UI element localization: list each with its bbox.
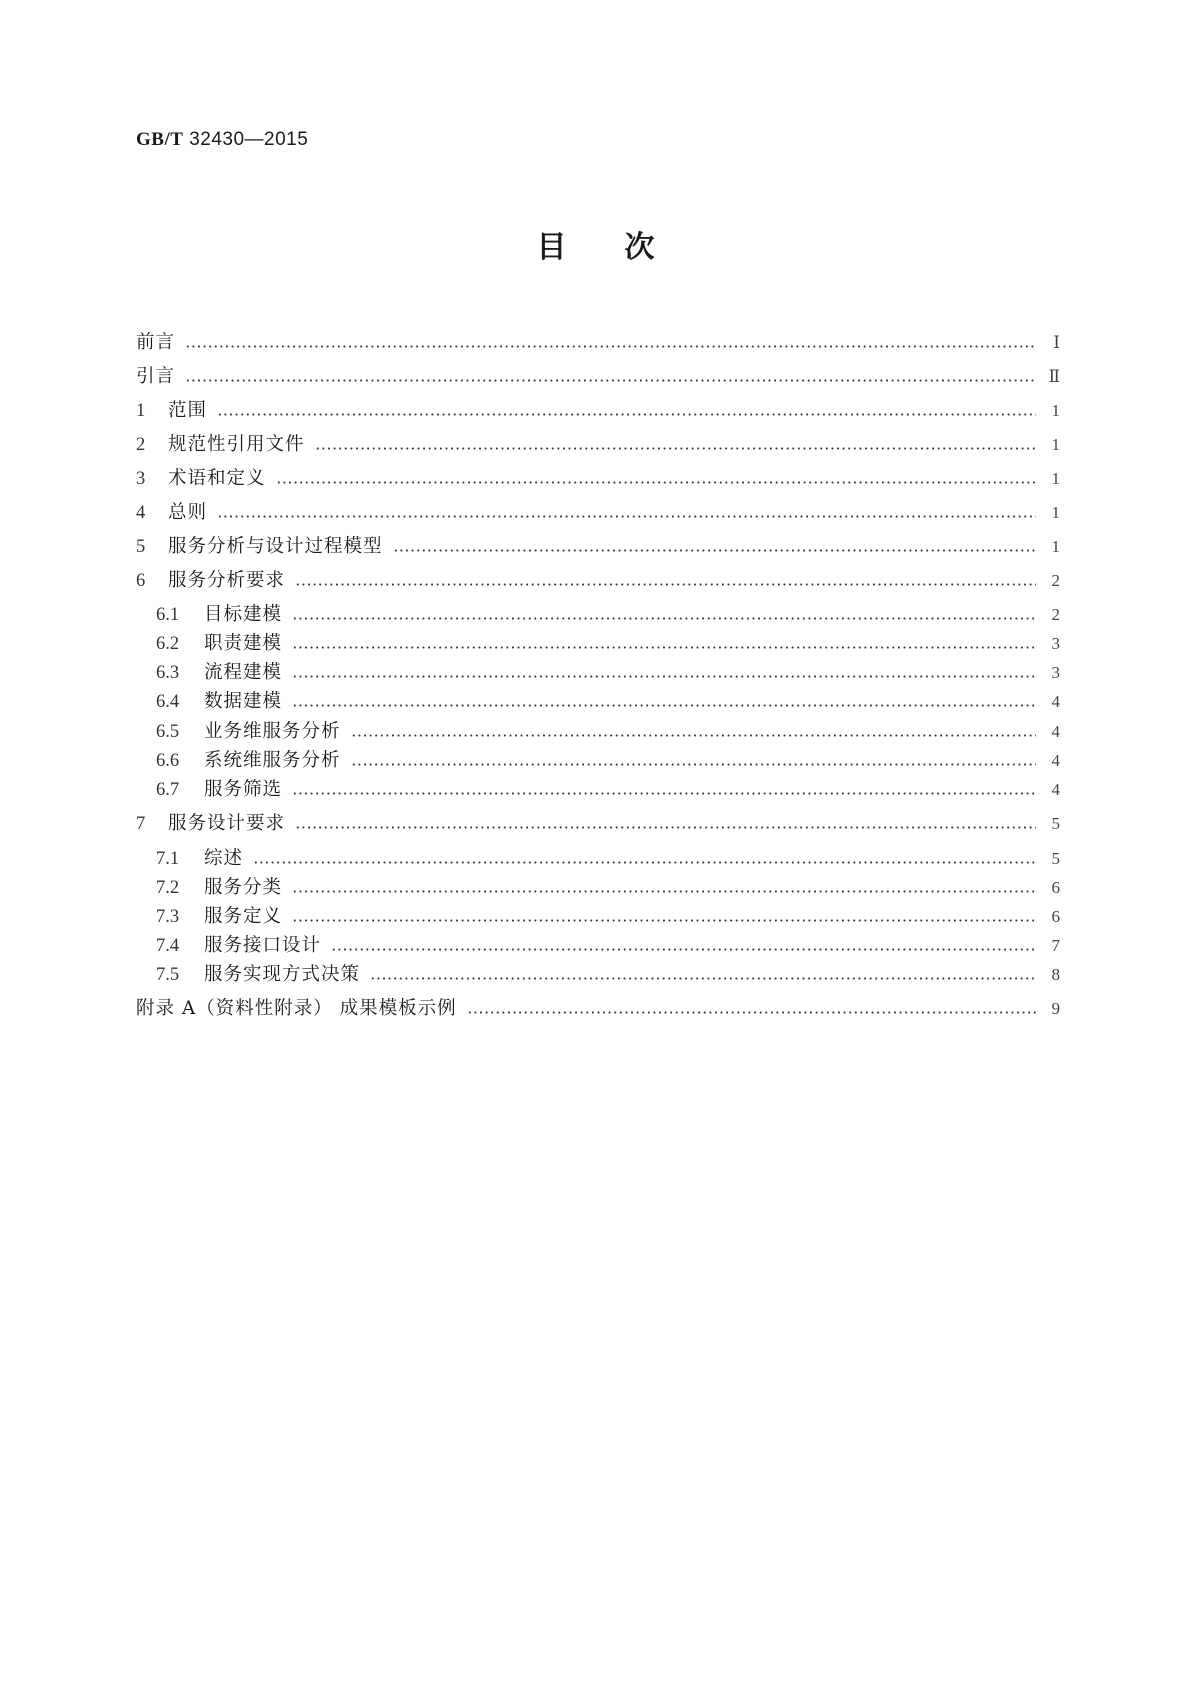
toc-entry-title: 总则	[168, 502, 208, 523]
toc-entry-page: 2	[1051, 571, 1060, 590]
toc-entry[interactable]	[156, 689, 1060, 715]
toc-entry-page: 1	[1051, 503, 1060, 522]
toc-entry-page: 5	[1051, 849, 1060, 868]
toc-entry-title: 服务设计要求	[168, 813, 286, 834]
toc-entry[interactable]	[156, 875, 1060, 901]
toc-entry-page: 2	[1051, 605, 1060, 624]
toc-entry-title: 引言	[136, 366, 176, 387]
toc-entry-title: 规范性引用文件	[168, 434, 305, 455]
toc-entry-number: 6.4	[156, 692, 180, 712]
toc-entry-page: 1	[1051, 401, 1060, 420]
toc-entry-title: 前言	[136, 332, 176, 353]
dot-leader	[292, 792, 1036, 795]
dot-leader	[295, 583, 1036, 586]
toc-entry-title: 附录 A（资料性附录） 成果模板示例	[136, 998, 457, 1019]
toc-entry[interactable]	[156, 602, 1060, 628]
toc-entry-title: 服务分析与设计过程模型	[168, 536, 383, 557]
toc-entry-page: 1	[1051, 469, 1060, 488]
toc-entry-title: 职责建模	[204, 633, 283, 654]
page-title: 目次	[536, 230, 713, 265]
toc-entry-title: 系统维服务分析	[204, 750, 341, 771]
toc-entry[interactable]	[156, 777, 1060, 803]
dot-leader	[253, 861, 1036, 864]
toc-entry[interactable]	[136, 534, 1060, 560]
toc-entry-number: 3	[136, 469, 146, 489]
toc-entry-number: 6.5	[156, 722, 180, 742]
toc-entry[interactable]	[156, 962, 1060, 988]
toc-entry-page: Ⅱ	[1048, 367, 1060, 386]
toc-entry-page: 1	[1051, 537, 1060, 556]
dot-leader	[292, 919, 1036, 922]
dot-leader	[331, 948, 1036, 951]
toc-entry-page: Ⅰ	[1053, 333, 1060, 352]
toc-entry-number: 7.1	[156, 849, 180, 869]
dot-leader	[292, 704, 1036, 707]
toc-entry-page: 8	[1051, 965, 1060, 984]
dot-leader	[292, 617, 1036, 620]
toc-entry[interactable]	[156, 631, 1060, 657]
toc-entry-page: 4	[1051, 722, 1060, 741]
toc-entry-number: 6	[136, 571, 146, 591]
toc-entry[interactable]	[156, 719, 1060, 745]
toc-entry[interactable]	[136, 330, 1060, 356]
toc-entry[interactable]	[136, 466, 1060, 492]
toc-entry-number: 7.3	[156, 907, 180, 927]
dot-leader	[217, 515, 1036, 518]
dot-leader	[185, 345, 1036, 348]
toc-entry-page: 5	[1051, 814, 1060, 833]
dot-leader	[276, 481, 1036, 484]
toc-entry[interactable]	[156, 660, 1060, 686]
dot-leader	[185, 379, 1034, 382]
toc-entry-page: 7	[1051, 936, 1060, 955]
toc-entry[interactable]	[136, 568, 1060, 594]
toc-entry-title: 服务定义	[204, 906, 283, 927]
toc-entry[interactable]	[136, 996, 1060, 1022]
toc-entry-number: 1	[136, 401, 146, 421]
toc-entry-number: 7.5	[156, 965, 180, 985]
dot-leader	[292, 646, 1036, 649]
dot-leader	[295, 826, 1036, 829]
toc-entry-number: 7	[136, 814, 146, 834]
toc-entry[interactable]	[136, 398, 1060, 424]
toc-entry-number: 6.1	[156, 605, 180, 625]
toc-entry-number: 4	[136, 503, 146, 523]
dot-leader	[217, 413, 1036, 416]
toc-entry-page: 1	[1051, 435, 1060, 454]
toc-entry[interactable]	[156, 846, 1060, 872]
toc-entry-number: 7.4	[156, 936, 180, 956]
toc-entry[interactable]	[136, 500, 1060, 526]
dot-leader	[292, 675, 1036, 678]
toc-entry-number: 6.6	[156, 751, 180, 771]
toc-entry-page: 4	[1051, 751, 1060, 770]
toc-entry-page: 3	[1051, 634, 1060, 653]
toc-entry-page: 4	[1051, 692, 1060, 711]
toc-entry-title: 服务实现方式决策	[204, 964, 361, 985]
standard-prefix: GB/T	[136, 129, 184, 150]
toc-entry[interactable]	[156, 904, 1060, 930]
toc-entry-page: 6	[1051, 907, 1060, 926]
toc-entry-title: 综述	[204, 848, 244, 869]
toc-entry-number: 6.2	[156, 634, 180, 654]
toc-entry-page: 4	[1051, 780, 1060, 799]
dot-leader	[351, 734, 1036, 737]
toc-entry-number: 6.7	[156, 780, 180, 800]
toc-entry-title: 流程建模	[204, 662, 283, 683]
dot-leader	[393, 549, 1036, 552]
toc-entry-page: 3	[1051, 663, 1060, 682]
toc-entry-number: 6.3	[156, 663, 180, 683]
toc-entry-title: 服务分析要求	[168, 570, 286, 591]
toc-entry[interactable]	[156, 933, 1060, 959]
toc-entry-title: 业务维服务分析	[204, 721, 341, 742]
toc-entry-number: 7.2	[156, 878, 180, 898]
dot-leader	[292, 890, 1036, 893]
toc-entry-title: 术语和定义	[168, 468, 266, 489]
dot-leader	[467, 1011, 1036, 1014]
toc-entry[interactable]	[136, 432, 1060, 458]
toc-entry[interactable]	[136, 364, 1060, 390]
standard-code: 32430—2015	[189, 129, 309, 150]
dot-leader	[370, 977, 1036, 980]
toc-entry-title: 服务接口设计	[204, 935, 322, 956]
toc-entry-title: 服务分类	[204, 877, 283, 898]
toc-entry-page: 9	[1051, 999, 1060, 1018]
toc-entry-number: 5	[136, 537, 146, 557]
toc-entry[interactable]	[156, 748, 1060, 774]
dot-leader	[315, 447, 1036, 450]
toc-entry[interactable]	[136, 811, 1060, 837]
toc-entry-page: 6	[1051, 878, 1060, 897]
toc-entry-title: 目标建模	[204, 604, 283, 625]
toc-entry-title: 范围	[168, 400, 208, 421]
standard-number	[136, 128, 308, 152]
toc-entry-title: 数据建模	[204, 691, 283, 712]
toc-entry-number: 2	[136, 435, 146, 455]
toc-entry-title: 服务筛选	[204, 779, 283, 800]
dot-leader	[351, 763, 1036, 766]
